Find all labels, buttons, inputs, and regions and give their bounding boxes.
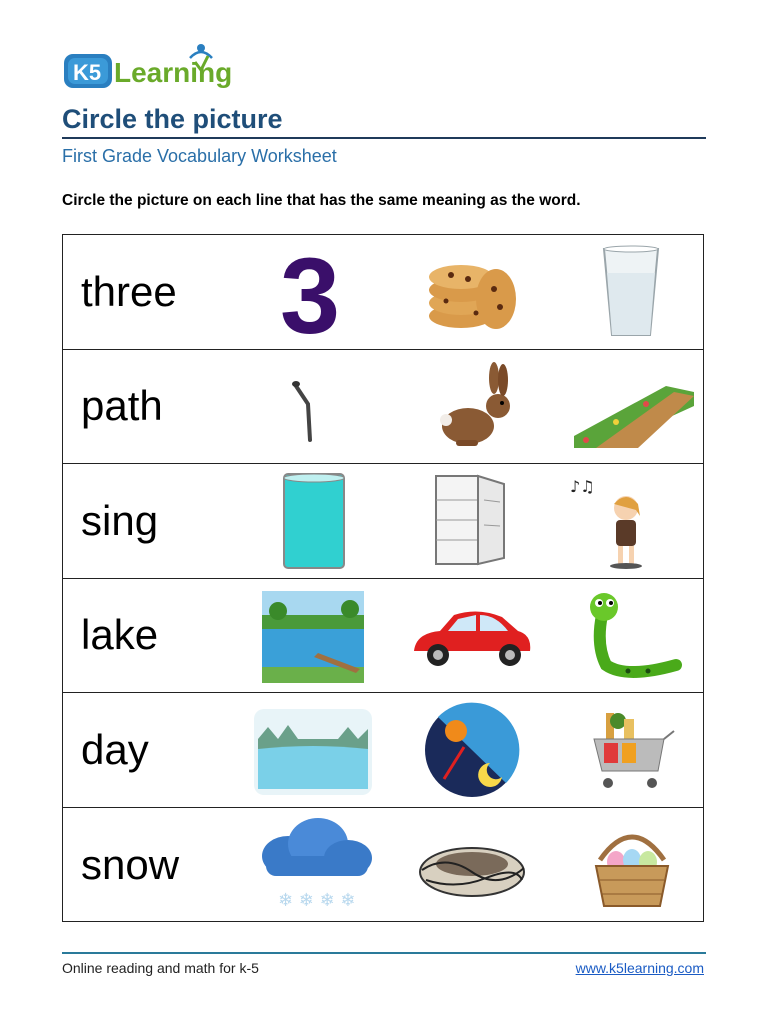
vocab-word: sing [81, 496, 159, 544]
bent-nail-image[interactable] [248, 356, 378, 458]
vocab-row-day [63, 693, 703, 808]
red-car-image[interactable] [406, 585, 536, 687]
girl-singing-image[interactable] [566, 470, 696, 572]
lake-scene-image[interactable] [248, 585, 378, 687]
vocab-word: day [81, 725, 149, 773]
svg-text:♪♫: ♪♫ [570, 477, 595, 496]
vocab-row-path [63, 350, 703, 465]
snow-cloud-image[interactable] [248, 814, 378, 916]
number-three-image[interactable] [248, 241, 378, 343]
page-subtitle: First Grade Vocabulary Worksheet [62, 146, 337, 166]
shopping-cart-image[interactable] [566, 699, 696, 801]
svg-text:K5: K5 [73, 60, 102, 85]
vocab-row-lake [63, 579, 703, 694]
footer-divider [62, 952, 706, 954]
rabbit-image[interactable] [406, 356, 536, 458]
cyan-glass-image[interactable] [248, 470, 378, 572]
frozen-river-image[interactable] [248, 699, 378, 801]
page-title: Circle the picture [62, 104, 283, 134]
title-divider [62, 137, 706, 139]
cookies-image[interactable] [406, 241, 536, 343]
vocab-row-snow [63, 808, 703, 923]
glass-of-water-image[interactable] [566, 241, 696, 343]
vocab-word: three [81, 267, 177, 315]
footer-website-link[interactable]: www.k5learning.com [575, 960, 704, 976]
vocab-word: lake [81, 611, 159, 659]
vocab-row-three [63, 235, 703, 350]
vocab-word: snow [81, 840, 180, 888]
vocab-word: path [81, 382, 163, 430]
vocabulary-grid [62, 234, 704, 922]
easter-basket-image[interactable] [566, 814, 696, 916]
svg-text:❄ ❄ ❄ ❄: ❄ ❄ ❄ ❄ [278, 889, 356, 911]
footer-tagline: Online reading and math for k-5 [62, 960, 259, 976]
k5-learning-logo [62, 40, 252, 95]
green-snake-image[interactable] [566, 585, 696, 687]
day-night-circle-image[interactable] [406, 699, 536, 801]
instructions: Circle the picture on each line that has the same meaning as the word. [62, 192, 581, 209]
svg-text:Learning: Learning [114, 57, 233, 88]
bird-nest-image[interactable] [406, 814, 536, 916]
open-refrigerator-image[interactable] [406, 470, 536, 572]
vocab-row-sing [63, 464, 703, 579]
dirt-path-image[interactable] [566, 356, 696, 458]
svg-text:3: 3 [280, 241, 341, 343]
